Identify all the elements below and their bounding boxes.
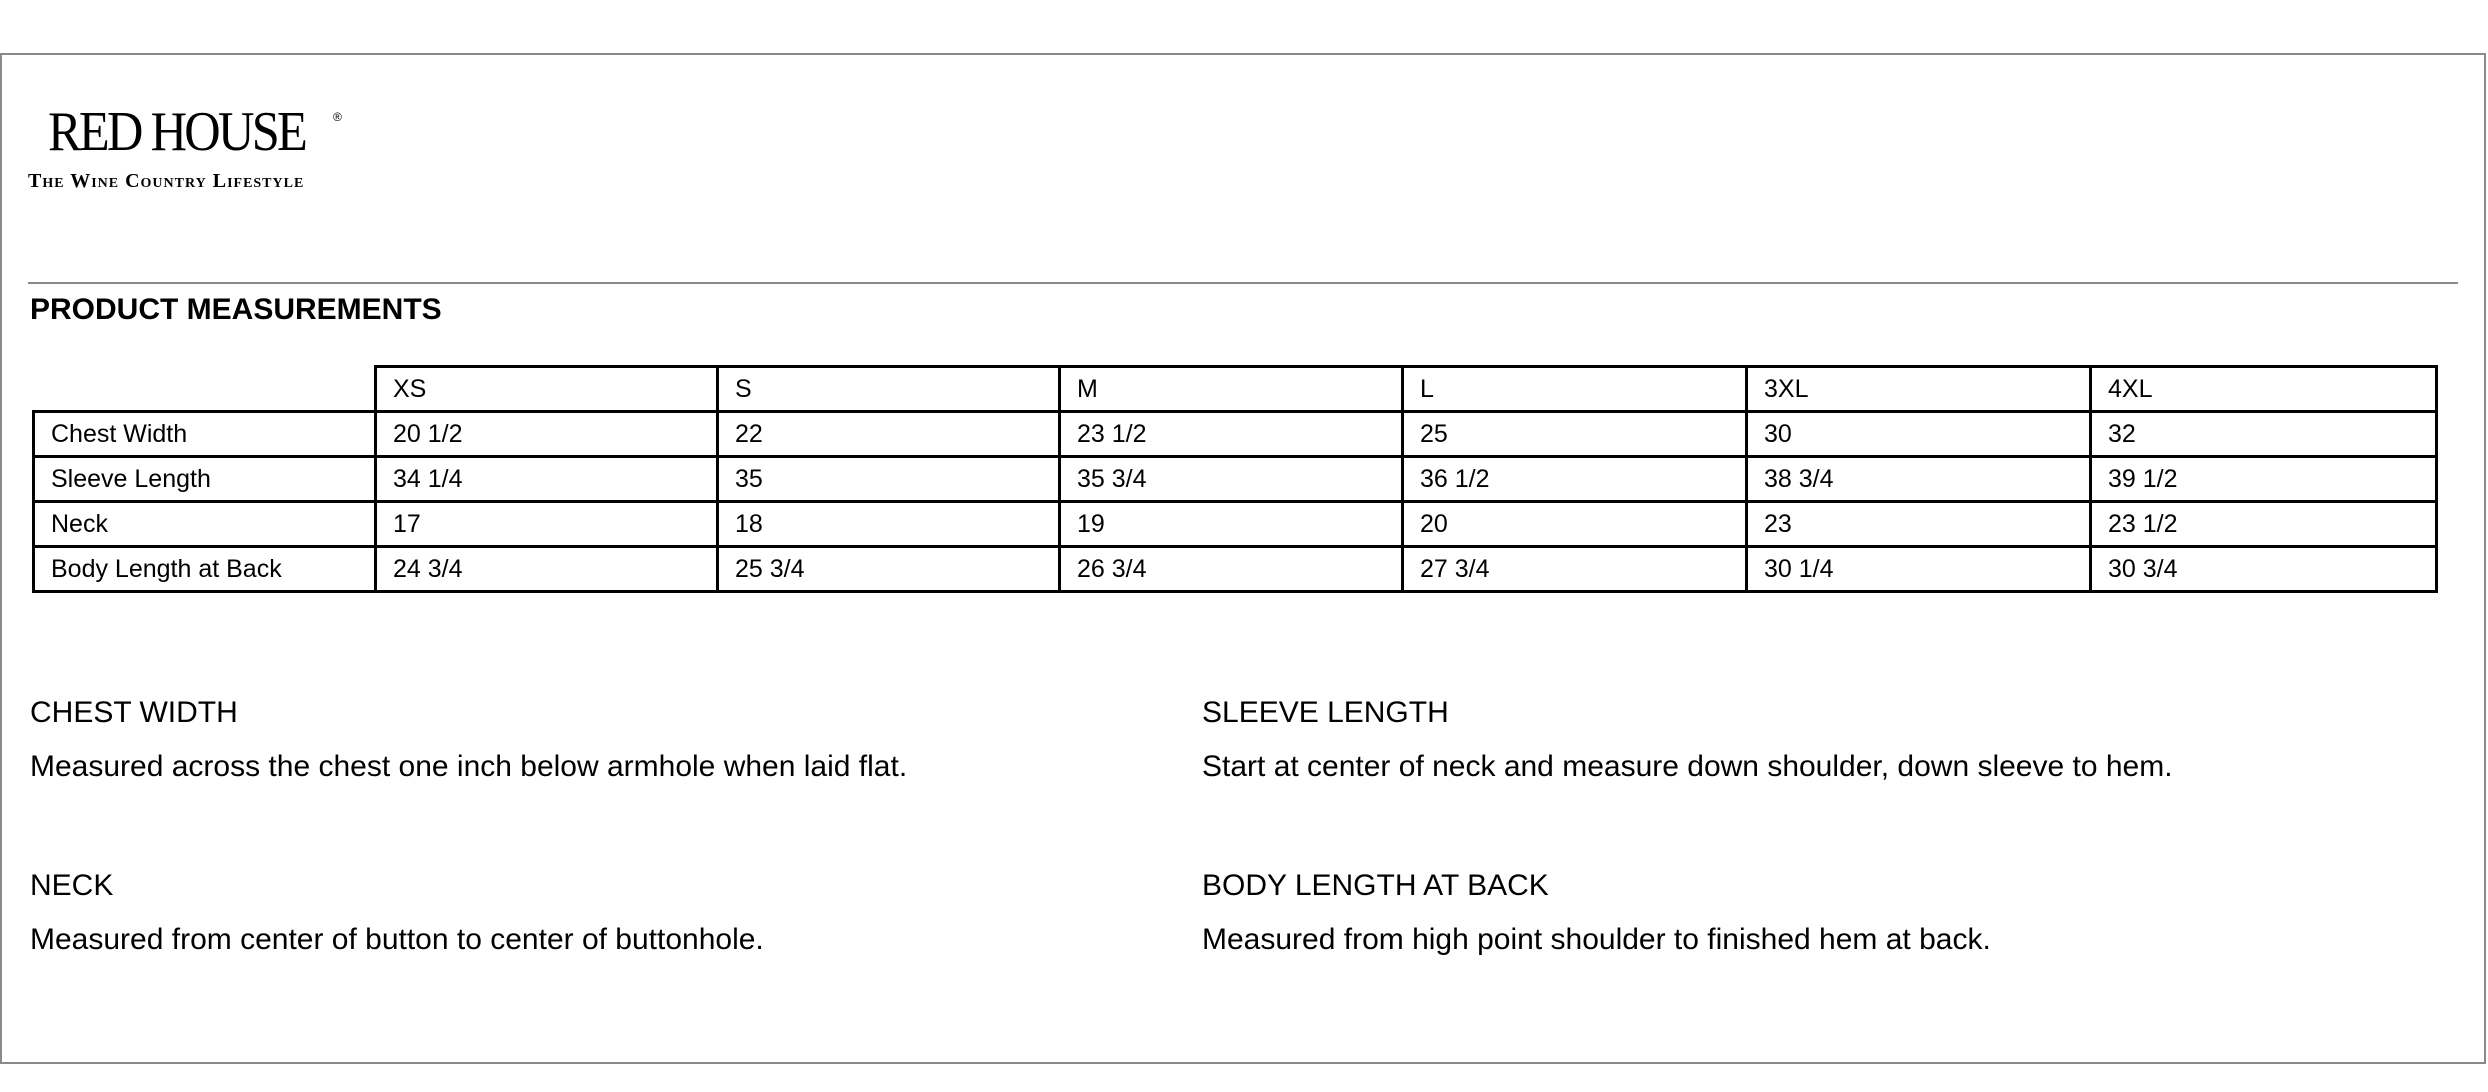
description-heading: SLEEVE LENGTH bbox=[1202, 696, 1449, 729]
description-text: Measured from center of button to center of buttonhole. bbox=[30, 923, 764, 956]
table-cell: 30 1/4 bbox=[1747, 547, 2091, 592]
table-row bbox=[34, 547, 2437, 592]
table-row bbox=[34, 502, 2437, 547]
measurements-table bbox=[32, 365, 2438, 593]
size-header: 3XL bbox=[1747, 367, 2091, 412]
size-header: XS bbox=[376, 367, 718, 412]
description-heading: NECK bbox=[30, 869, 114, 902]
row-label: Body Length at Back bbox=[34, 547, 376, 592]
table-cell: 20 1/2 bbox=[376, 412, 718, 457]
description-heading: CHEST WIDTH bbox=[30, 696, 238, 729]
logo-tagline: The Wine Country Lifestyle bbox=[28, 170, 305, 192]
description-text: Measured from high point shoulder to finished hem at back. bbox=[1202, 923, 1991, 956]
section-title: PRODUCT MEASUREMENTS bbox=[30, 293, 442, 326]
row-label: Sleeve Length bbox=[34, 457, 376, 502]
table-corner-cell bbox=[34, 367, 376, 412]
table-cell: 35 3/4 bbox=[1060, 457, 1403, 502]
description-text: Measured across the chest one inch below armhole when laid flat. bbox=[30, 750, 908, 783]
description-text: Start at center of neck and measure down shoulder, down sleeve to hem. bbox=[1202, 750, 2173, 783]
table-cell: 26 3/4 bbox=[1060, 547, 1403, 592]
table-cell: 23 1/2 bbox=[1060, 412, 1403, 457]
row-label: Neck bbox=[34, 502, 376, 547]
table-cell: 20 bbox=[1403, 502, 1747, 547]
table-cell: 38 3/4 bbox=[1747, 457, 2091, 502]
table-cell: 36 1/2 bbox=[1403, 457, 1747, 502]
table-cell: 35 bbox=[718, 457, 1060, 502]
table-cell: 18 bbox=[718, 502, 1060, 547]
table-header-row bbox=[34, 367, 2437, 412]
size-header: S bbox=[718, 367, 1060, 412]
table-row bbox=[34, 412, 2437, 457]
table-cell: 25 bbox=[1403, 412, 1747, 457]
size-header: M bbox=[1060, 367, 1403, 412]
registered-mark: ® bbox=[333, 110, 342, 124]
size-header: 4XL bbox=[2091, 367, 2437, 412]
table-cell: 34 1/4 bbox=[376, 457, 718, 502]
table-cell: 23 1/2 bbox=[2091, 502, 2437, 547]
table-cell: 27 3/4 bbox=[1403, 547, 1747, 592]
table-cell: 19 bbox=[1060, 502, 1403, 547]
table-cell: 39 1/2 bbox=[2091, 457, 2437, 502]
size-header: L bbox=[1403, 367, 1747, 412]
table-cell: 22 bbox=[718, 412, 1060, 457]
logo-brand: RED HOUSE bbox=[48, 101, 306, 163]
table-cell: 17 bbox=[376, 502, 718, 547]
table-cell: 24 3/4 bbox=[376, 547, 718, 592]
table-cell: 30 bbox=[1747, 412, 2091, 457]
table-cell: 23 bbox=[1747, 502, 2091, 547]
row-label: Chest Width bbox=[34, 412, 376, 457]
header-divider bbox=[28, 282, 2458, 284]
table-row bbox=[34, 457, 2437, 502]
table-cell: 32 bbox=[2091, 412, 2437, 457]
description-heading: BODY LENGTH AT BACK bbox=[1202, 869, 1549, 902]
table-cell: 30 3/4 bbox=[2091, 547, 2437, 592]
table-cell: 25 3/4 bbox=[718, 547, 1060, 592]
